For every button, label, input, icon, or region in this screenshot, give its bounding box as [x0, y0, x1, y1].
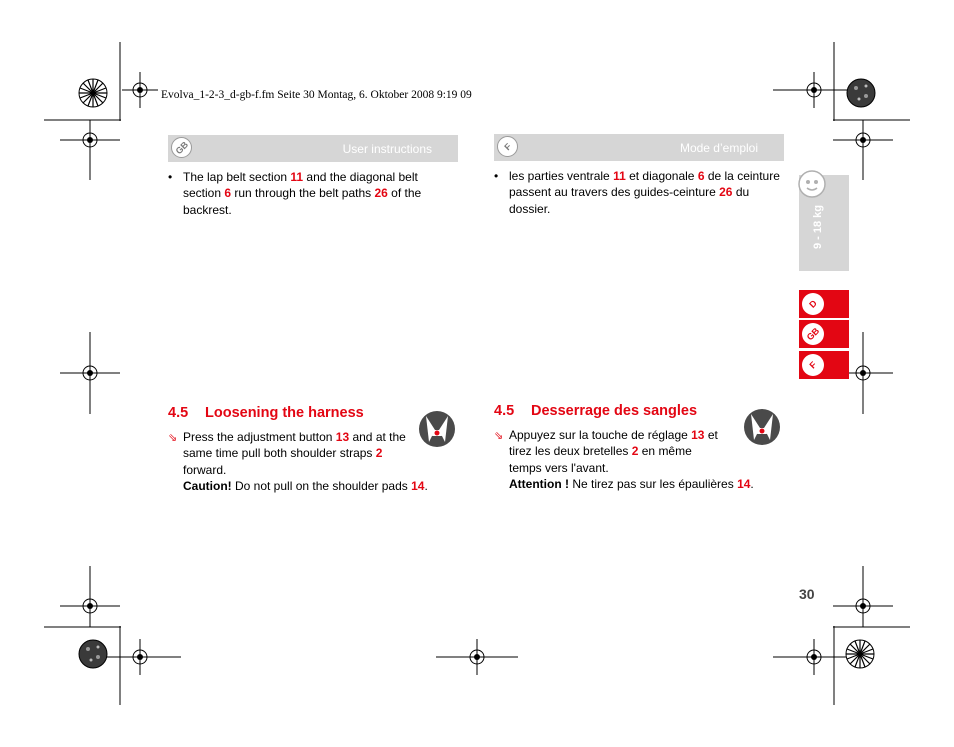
left-bullet-item [168, 169, 450, 218]
file-header: Evolva_1-2-3_d-gb-f.fm Seite 30 Montag, 6. Oktober 2008 9:19 09 [161, 89, 472, 101]
action-arrow-icon: ⇘ [494, 430, 504, 442]
right-column-header-title: Mode d’emploi [679, 141, 758, 155]
bullet-icon: • [168, 170, 173, 184]
harness-release-icon [418, 410, 456, 448]
language-badge-gb: GB [167, 133, 197, 163]
left-instruction [168, 429, 458, 494]
left-column-header-title: User instructions [342, 142, 432, 156]
left-bullet-text: The lap belt section 11 and the diagonal belt section 6 run through the belt paths 26 of the backrest. [183, 170, 422, 217]
ref-number: 11 [290, 170, 304, 184]
right-instruction-text: Appuyez sur la touche de réglage 13 et tirez les deux bretelles 2 en même temps vers l'avant. [509, 428, 718, 475]
ref-number: 2 [631, 444, 639, 459]
language-tab-label: GB [797, 318, 828, 349]
ref-number: 6 [224, 186, 232, 201]
page-number: 30 [799, 586, 815, 602]
caution-label: Caution! [183, 478, 232, 493]
child-face-icon [797, 169, 827, 199]
language-tab-label: F [797, 349, 828, 380]
ref-number: 14 [411, 478, 425, 493]
starburst-target-icon [846, 640, 874, 668]
age-group-label: 9 - 18 kg [812, 204, 824, 249]
left-caution: Caution! Do not pull on the shoulder pads 14. [183, 478, 428, 493]
bullet-icon: • [494, 169, 499, 183]
ref-number: 26 [374, 186, 388, 201]
right-instruction [494, 427, 784, 492]
action-arrow-icon: ⇘ [168, 432, 178, 444]
section-number: 4.5 [494, 403, 515, 419]
ref-number: 13 [691, 428, 705, 442]
ref-number: 2 [375, 446, 383, 461]
right-caution: Attention ! Ne tirez pas sur les épaulières 14. [509, 476, 754, 491]
left-column-header [168, 135, 458, 162]
ref-number: 11 [613, 169, 626, 183]
language-badge-f: F [493, 132, 523, 162]
speckled-target-icon [79, 640, 107, 668]
crosshair-icon [833, 120, 893, 180]
crosshair-icon [60, 566, 120, 627]
ref-number: 26 [719, 185, 733, 200]
section-title: Loosening the harness [205, 405, 364, 421]
speckled-target-icon [847, 79, 875, 107]
ref-number: 6 [697, 169, 705, 183]
right-section-heading [494, 403, 697, 419]
ref-number: 14 [737, 476, 751, 491]
language-tab-label: D [797, 288, 828, 319]
ref-number: 13 [335, 430, 350, 444]
right-bullet-item [494, 168, 780, 217]
age-group-tab [799, 175, 849, 271]
language-tab-d [799, 290, 849, 318]
language-tab-f [799, 351, 849, 379]
right-column-header [494, 134, 784, 161]
crosshair-icon [60, 120, 120, 180]
right-bullet-text: les parties ventrale 11 et diagonale 6 de la ceinture passent au travers des guides-ceinture 26 du dossier. [509, 169, 780, 216]
harness-release-icon [743, 408, 781, 446]
crosshair-icon [833, 566, 893, 627]
caution-label: Attention ! [509, 476, 569, 491]
section-title: Desserrage des sangles [531, 403, 698, 419]
language-tab-gb [799, 320, 849, 348]
left-instruction-text: Press the adjustment button 13 and at the same time pull both shoulder straps 2 forward. [183, 430, 406, 477]
starburst-target-icon [79, 79, 107, 107]
left-section-heading [168, 405, 364, 421]
section-number: 4.5 [168, 405, 189, 421]
